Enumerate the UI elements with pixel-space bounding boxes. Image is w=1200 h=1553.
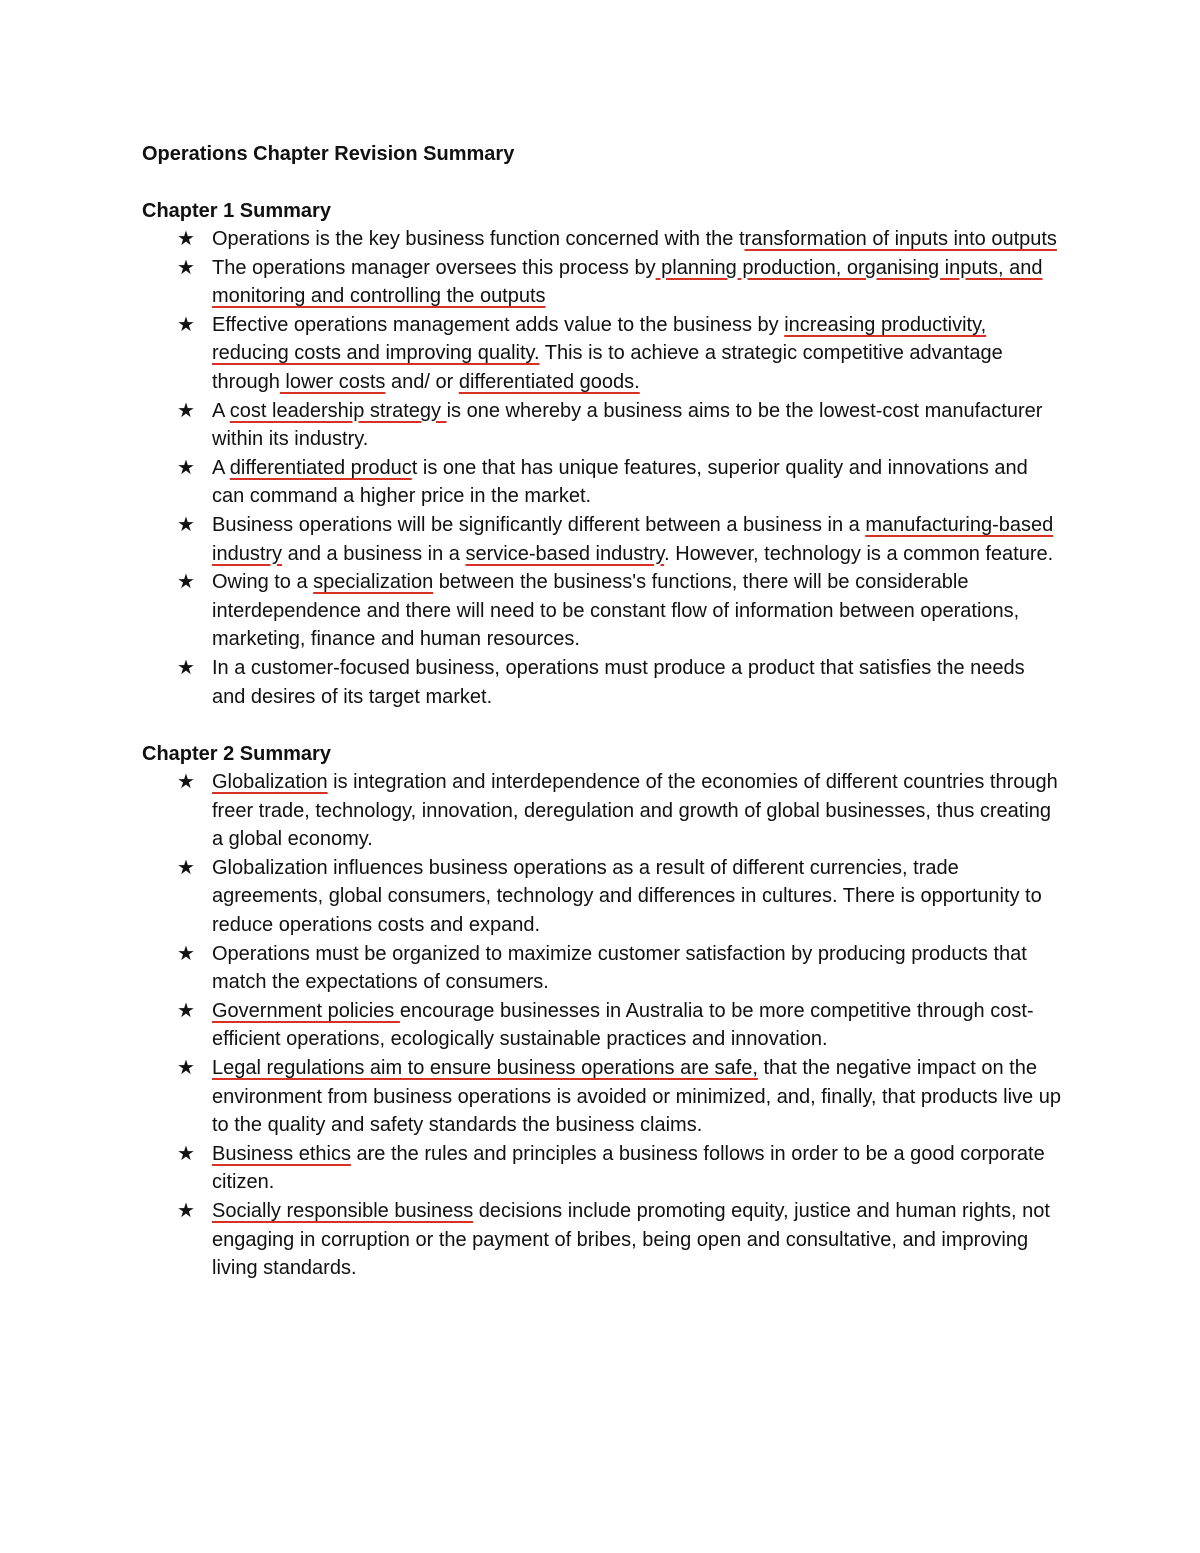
- underlined-key-term: Government policies: [212, 999, 400, 1022]
- underlined-key-term: Legal regulations aim to ensure business operations are safe,: [212, 1057, 758, 1080]
- bullet-text: that the negative impact on the environment from business operations is avoided or minimized, and, finally, that products live up to the quality and safety standards the business claims.: [212, 1057, 1061, 1137]
- black-star-icon: ★: [177, 1142, 195, 1165]
- bullet-item: [142, 940, 1062, 997]
- bullet-text: Operations is the key business function concerned with the t: [212, 228, 745, 250]
- bullet-item: [142, 1197, 1062, 1283]
- black-star-icon: ★: [177, 456, 195, 479]
- bullet-item: [142, 1140, 1062, 1197]
- underlined-key-term: Business ethics: [212, 1142, 351, 1165]
- bullet-item: [142, 768, 1062, 854]
- bullet-text: are the rules and principles a business follows in order to be a good corporate citizen.: [212, 1142, 1045, 1194]
- underlined-key-term: cost leadership strategy: [229, 399, 447, 422]
- section-gap: [142, 711, 1062, 740]
- bullet-text: is integration and interdependence of the economies of different countries through freer trade, technology, innovation, deregulation and growth of global businesses, thus creating a global economy.: [212, 771, 1058, 851]
- black-star-icon: ★: [177, 399, 195, 422]
- underlined-key-term: differentiated goods.: [458, 370, 640, 393]
- underlined-key-term: specialization: [313, 571, 434, 594]
- chapter-1-heading: Chapter 1 Summary: [142, 200, 331, 222]
- bullet-text: and a business in a: [282, 542, 466, 565]
- black-star-icon: ★: [177, 999, 195, 1022]
- bullet-item: [142, 568, 1062, 654]
- underlined-key-term: Globalization: [212, 771, 328, 794]
- bullet-text: Owing to a: [212, 571, 314, 594]
- bullet-text: . However, technology is a common feature.: [664, 542, 1054, 565]
- black-star-icon: ★: [177, 771, 195, 794]
- document-content: [142, 140, 1062, 1283]
- bullet-text: A: [212, 399, 230, 422]
- bullet-item: [142, 225, 1062, 254]
- black-star-icon: ★: [177, 513, 195, 536]
- document-title: Operations Chapter Revision Summary: [142, 143, 515, 165]
- bullet-item: [142, 397, 1062, 454]
- black-star-icon: ★: [177, 1057, 195, 1080]
- bullet-text: is one whereby a business aims to be the lowest-cost manufacturer within its industry.: [212, 399, 1043, 451]
- black-star-icon: ★: [177, 942, 195, 965]
- underlined-key-term: manufacturing-based industry: [212, 513, 1054, 565]
- chapter-1-bullet-list: [142, 225, 1062, 711]
- underlined-key-term: lower costs: [279, 370, 386, 393]
- underlined-key-term: planning production, organising inputs, and monitoring and controlling the outputs: [212, 256, 1043, 308]
- black-star-icon: ★: [177, 1200, 195, 1222]
- underlined-key-term: service-based industry: [465, 542, 665, 565]
- bullet-text: This is to achieve a strategic competitive advantage through: [212, 342, 1003, 393]
- black-star-icon: ★: [177, 256, 195, 279]
- black-star-icon: ★: [177, 656, 195, 679]
- bullet-item: [142, 654, 1062, 711]
- underlined-key-term: ransformation of inputs into outputs: [744, 228, 1057, 250]
- bullet-text: Globalization influences business operations as a result of different currencies, trade agreements, global consumers, technology and differences in cultures. There is opportunity to reduce operations costs and expand.: [212, 856, 1042, 937]
- bullet-item: [142, 1054, 1062, 1140]
- underlined-key-term: differentiated produc: [229, 456, 412, 479]
- bullet-item: [142, 311, 1062, 397]
- bullet-text: Operations must be organized to maximize customer satisfaction by producing products that match the expectations of consumers.: [212, 942, 1027, 994]
- bullet-item: [142, 454, 1062, 511]
- black-star-icon: ★: [177, 571, 195, 594]
- bullet-text: decisions include promoting equity, justice and human rights, not engaging in corruption or the payment of bribes, being open and consultative, and improving living standards.: [212, 1200, 1050, 1280]
- bullet-text: A: [212, 456, 230, 479]
- bullet-item: [142, 254, 1062, 311]
- black-star-icon: ★: [177, 313, 195, 336]
- bullet-text: Effective operations management adds value to the business by: [212, 313, 785, 336]
- bullet-text: The operations manager oversees this process by: [212, 256, 656, 279]
- bullet-text: Business operations will be significantly different between a business in a: [212, 513, 866, 536]
- bullet-text: between the business's functions, there will be considerable interdependence and there will need to be constant flow of information between operations, marketing, finance and human resources.: [212, 571, 1020, 651]
- bullet-item: [142, 511, 1062, 568]
- black-star-icon: ★: [177, 856, 195, 879]
- underlined-key-term: increasing productivity, reducing costs and improving quality.: [212, 313, 987, 365]
- bullet-text: and/ or: [385, 370, 459, 393]
- chapter-2-heading: Chapter 2 Summary: [142, 743, 331, 766]
- bullet-text: t is one that has unique features, superior quality and innovations and can command a higher price in the market.: [212, 456, 1028, 508]
- bullet-text: encourage businesses in Australia to be more competitive through cost-efficient operations, ecologically sustainable practices and innovation.: [212, 999, 1034, 1051]
- bullet-item: [142, 997, 1062, 1054]
- underlined-key-term: Socially responsible business: [212, 1200, 474, 1222]
- bullet-item: [142, 854, 1062, 940]
- chapter-2-bullet-list: [142, 768, 1062, 1283]
- bullet-text: In a customer-focused business, operations must produce a product that satisfies the needs and desires of its target market.: [212, 656, 1025, 708]
- black-star-icon: ★: [177, 228, 195, 250]
